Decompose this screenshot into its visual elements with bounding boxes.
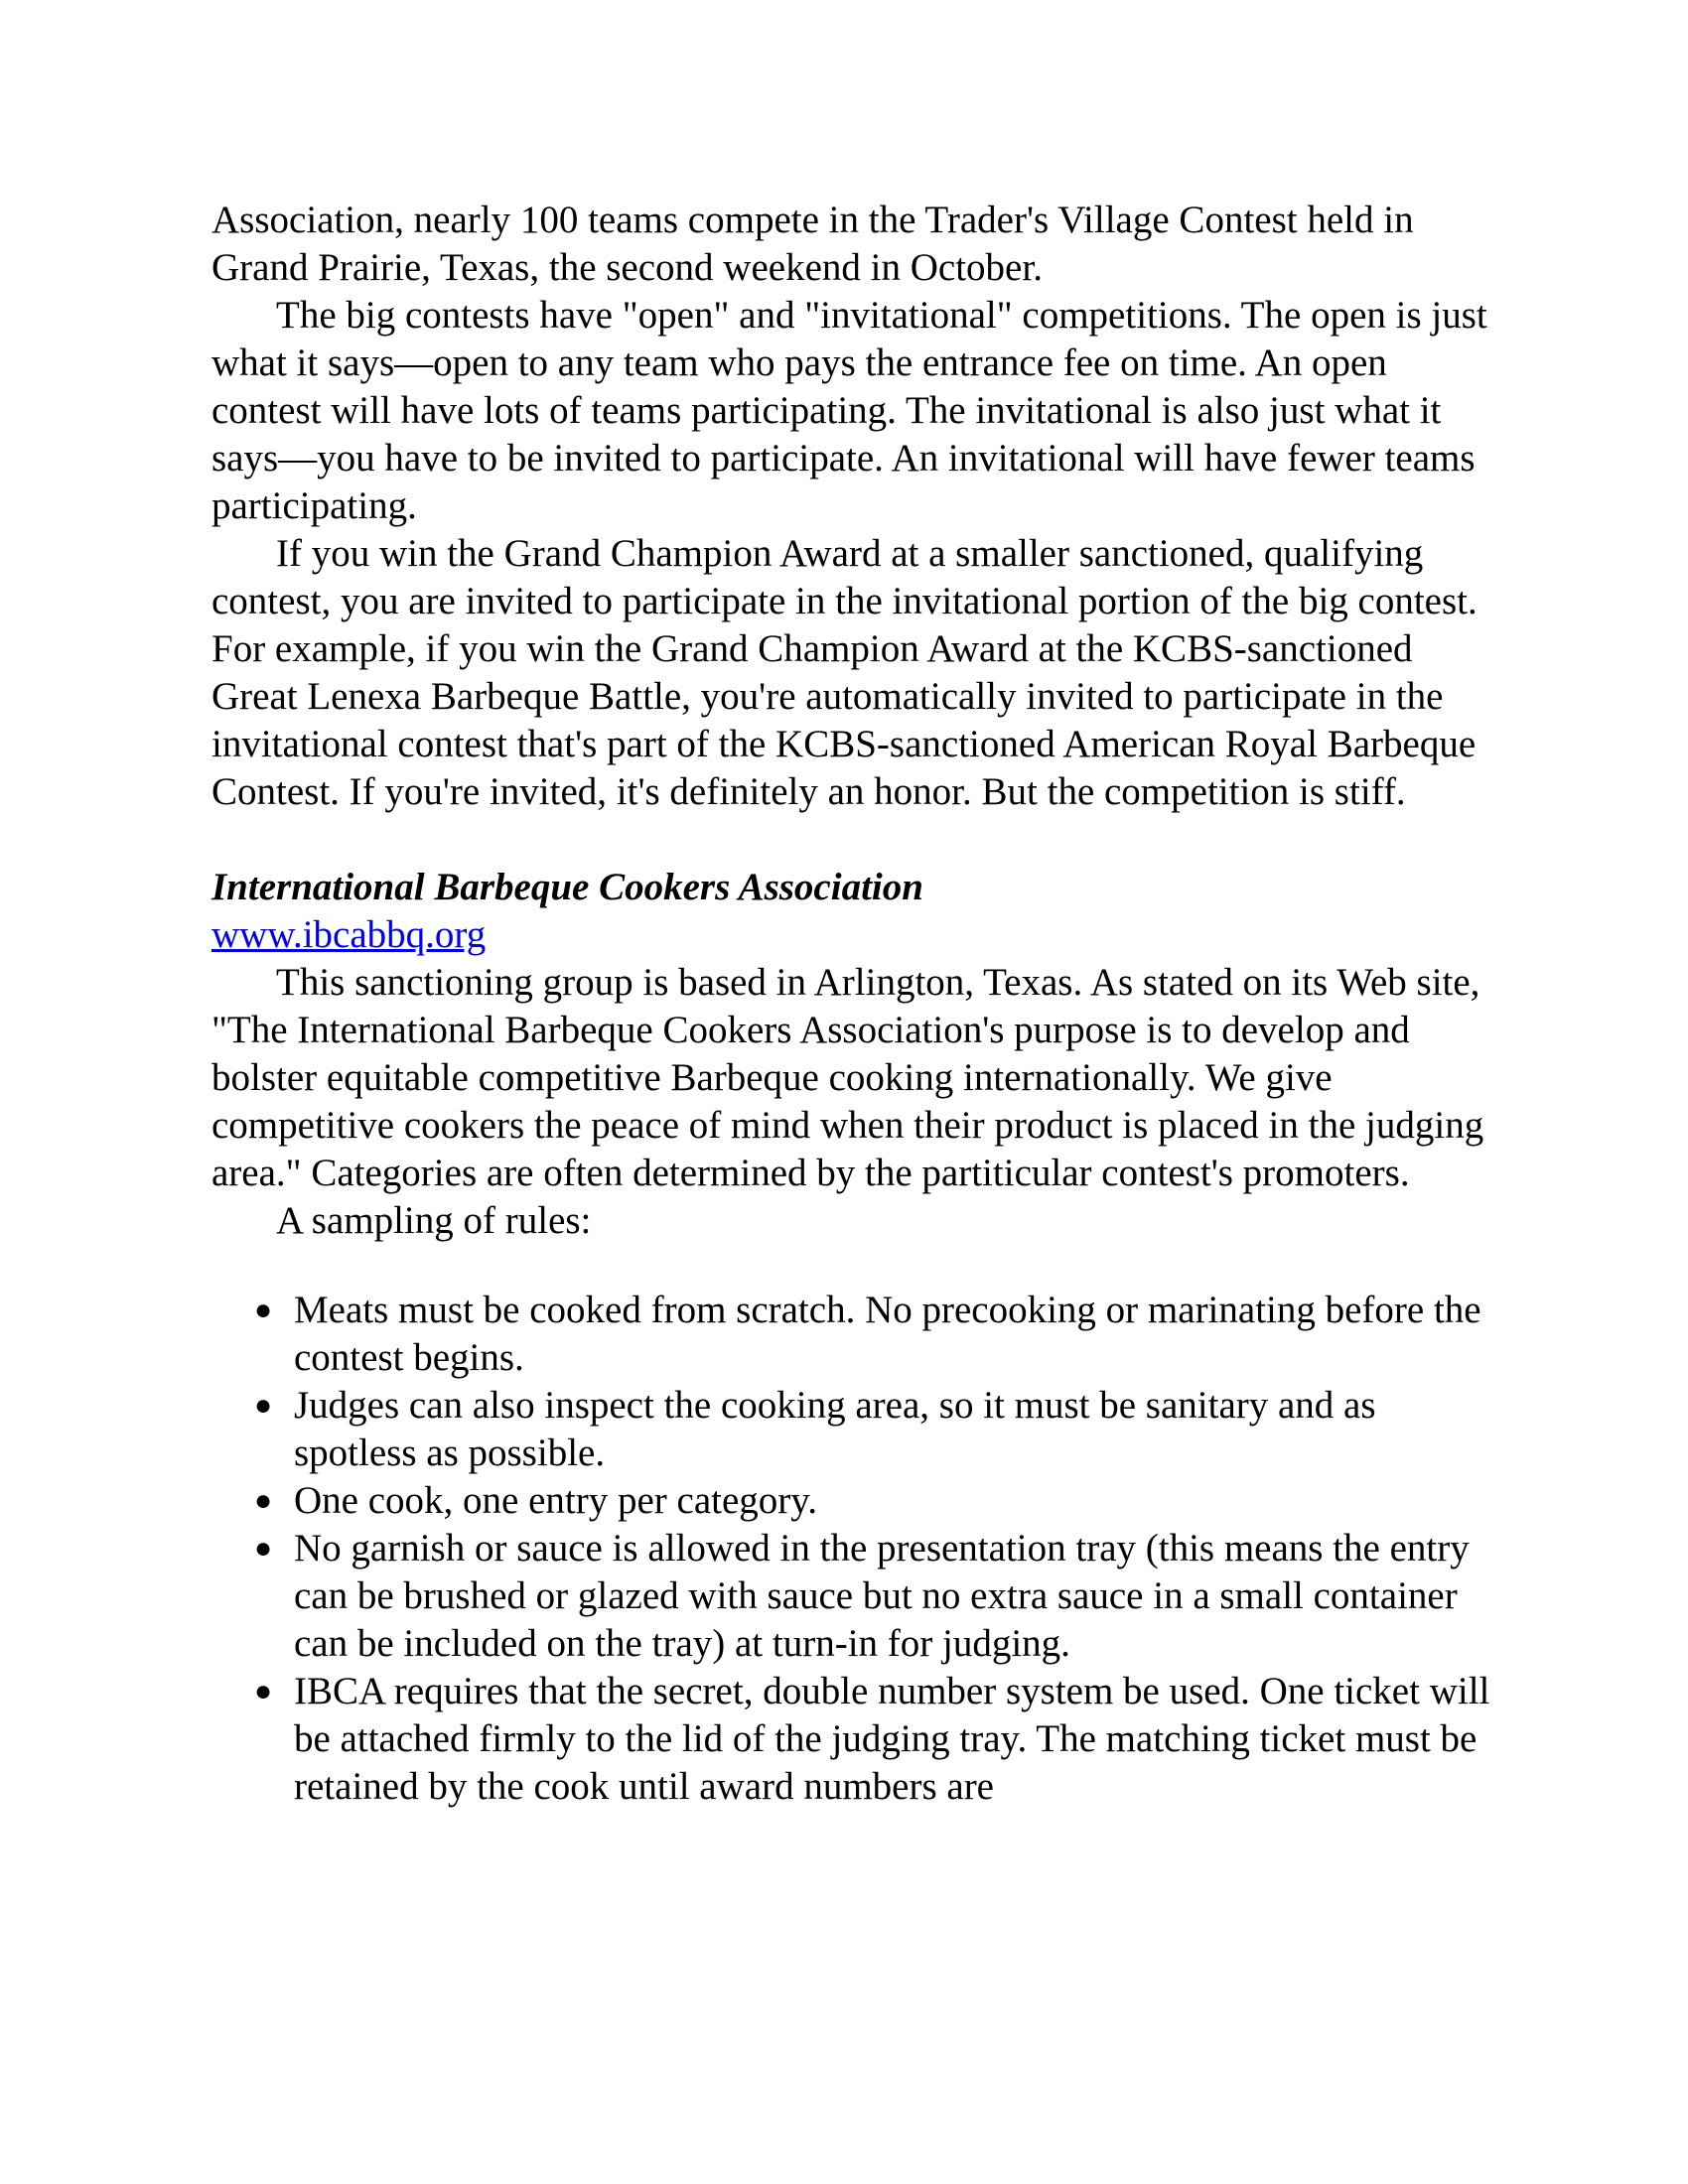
rules-intro: A sampling of rules: [276,1199,592,1242]
bullet-icon: ● [254,1389,273,1422]
list-item-text: Meats must be cooked from scratch. No precooking or marinating before the contest begins. [294,1289,1481,1379]
list-item [254,1668,1492,1811]
rules-list [211,1287,1492,1811]
grand-champion-paragraph: If you win the Grand Champion Award at a smaller sanctioned, qualifying contest, you are invited to participate in the invitational portion of the big contest. For example, if you win the Grand Champion Award at the KCBS-sanctioned Great Lenexa Barbeque Battle, you're automatically invited to participate in the invitational contest that's part of the KCBS-sanctioned American Royal Barbeque Contest. If you're invited, it's definitely an honor. But the competition is stiff. [211,532,1477,813]
list-item-text: No garnish or sauce is allowed in the presentation tray (this means the entry can be brushed or glazed with sauce but no extra sauce in a small container can be included on the tray) at turn-in for judging. [294,1527,1470,1665]
document-page [211,197,1492,1811]
list-item-text: One cook, one entry per category. [294,1479,817,1522]
list-item [254,1287,1492,1382]
bullet-icon: ● [254,1484,273,1517]
bullet-icon: ● [254,1532,273,1565]
website-link[interactable]: www.ibcabbq.org [211,913,487,956]
section-heading: International Barbeque Cookers Association [211,866,923,908]
bullet-icon: ● [254,1294,273,1326]
list-item-text: Judges can also inspect the cooking area, so it must be sanitary and as spotless as possible. [294,1384,1376,1474]
list-item [254,1477,1492,1525]
open-invitational-paragraph: The big contests have "open" and "invitational" competitions. The open is just what it says—open to any team who pays the entrance fee on time. An open contest will have lots of teams participating. The invitational is also just what it says—you have to be invited to participate. An invitational will have fewer teams participating. [211,294,1487,527]
bullet-icon: ● [254,1675,273,1707]
intro-paragraph: Association, nearly 100 teams compete in the Trader's Village Contest held in Grand Prairie, Texas, the second weekend in October. [211,199,1414,289]
list-item-text: IBCA requires that the secret, double number system be used. One ticket will be attached firmly to the lid of the judging tray. The matching ticket must be retained by the cook until award numbers are [294,1670,1490,1808]
list-item [254,1525,1492,1668]
section-description: This sanctioning group is based in Arlington, Texas. As stated on its Web site, "The International Barbeque Cookers Association's purpose is to develop and bolster equitable competitive Barbeque cooking internationally. We give competitive cookers the peace of mind when their product is placed in the judging area." Categories are often determined by the partiticular contest's promoters. [211,961,1484,1194]
list-item [254,1382,1492,1477]
